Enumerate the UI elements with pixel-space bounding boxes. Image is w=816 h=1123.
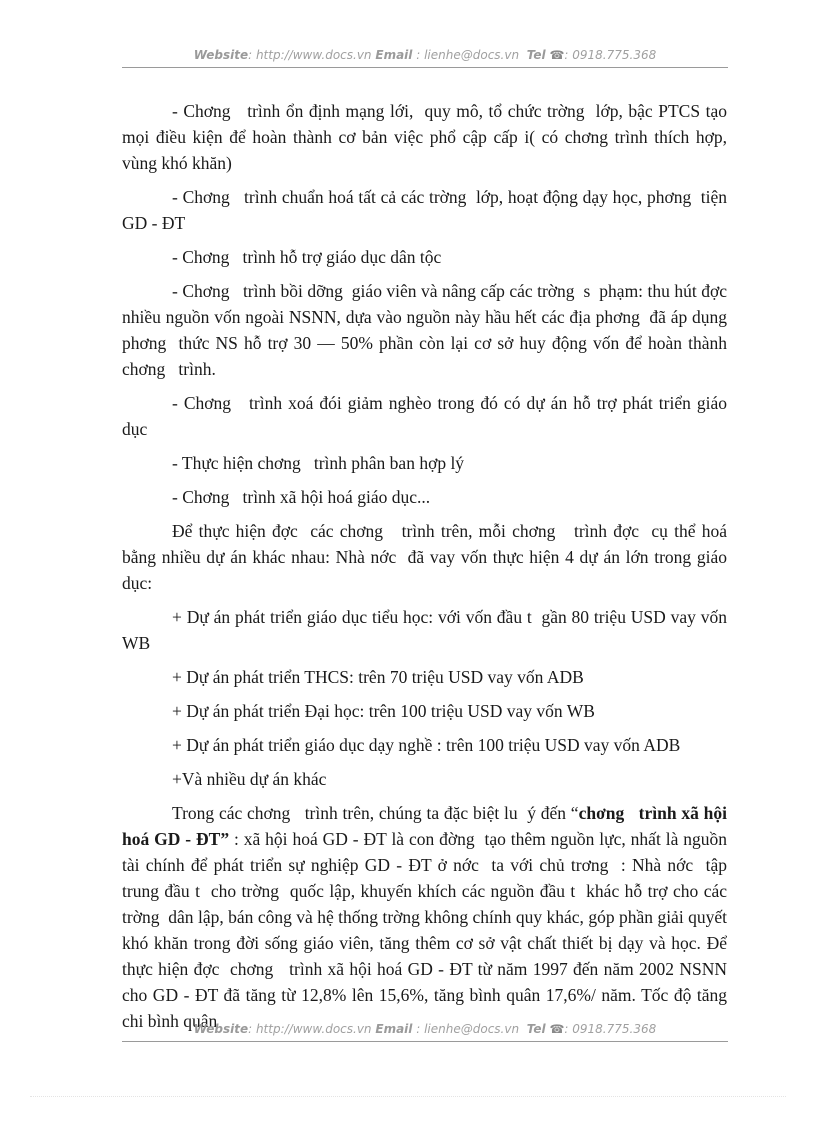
footer-phone-icon: ☎ bbox=[549, 1022, 565, 1036]
paragraph-9: + Dự án phát triển giáo dục tiểu học: với vốn đầu t gần 80 triệu USD vay vốn WB bbox=[122, 607, 732, 653]
paragraph-14-lead: Trong các chơng trình trên, chúng ta đặc biệt lu ý đến “ bbox=[172, 803, 579, 823]
email-label: Email bbox=[375, 48, 413, 62]
paragraph-10: + Dự án phát triển THCS: trên 70 triệu USD vay vốn ADB bbox=[172, 667, 584, 687]
footer-website-url[interactable]: : http://www.docs.vn bbox=[248, 1022, 372, 1036]
website-label: Website bbox=[193, 48, 249, 62]
tel-value: : 0918.775.368 bbox=[564, 48, 657, 62]
footer-website-label: Website bbox=[193, 1022, 249, 1036]
page-header bbox=[122, 48, 728, 62]
paragraph-3: - Chơng trình hỗ trợ giáo dục dân tộc bbox=[172, 247, 442, 267]
footer-tel-label: Tel bbox=[526, 1022, 546, 1036]
paragraph-6: - Thực hiện chơng trình phân ban hợp lý bbox=[172, 453, 465, 473]
paragraph-11: + Dự án phát triển Đại học: trên 100 triệu USD vay vốn WB bbox=[172, 701, 595, 721]
website-url[interactable]: : http://www.docs.vn bbox=[248, 48, 372, 62]
paragraph-14-rest: : xã hội hoá GD - ĐT là con đờng tạo thêm nguồn lực, nhất là nguồn tài chính để phát triển sự nghiệp GD - ĐT ở nớc ta với chủ trơng : Nhà nớc tập trung đầu t cho trờng quốc lập, khuyến khích các nguồn đầu t khác hỗ trợ cho các trờng dân lập, bán công và hệ thống trờng không chính quy khác, góp phần giải quyết khó khăn trong đời sống giáo viên, tăng thêm cơ sở vật chất thiết bị dạy và học. Để thực hiện đợc chơng trình xã hội hoá GD - ĐT từ năm 1997 đến năm 2002 NSNN cho GD - ĐT đã tăng từ 12,8% lên 15,6%, tăng bình quân 17,6%/ năm. Tốc độ tăng chi bình quân bbox=[122, 829, 732, 1031]
tel-label: Tel bbox=[526, 48, 546, 62]
footer-email-value[interactable]: : lienhe@docs.vn bbox=[416, 1022, 520, 1036]
paragraph-5: - Chơng trình xoá đói giảm nghèo trong đó có dự án hỗ trợ phát triển giáo dục bbox=[122, 393, 732, 439]
footer-tel-value: : 0918.775.368 bbox=[564, 1022, 657, 1036]
phone-icon: ☎ bbox=[549, 48, 565, 62]
document-body bbox=[122, 98, 736, 1034]
footer-divider bbox=[122, 1041, 728, 1042]
paragraph-14 bbox=[122, 800, 732, 1034]
page-footer bbox=[122, 1022, 728, 1036]
paragraph-1: - Chơng trình ổn định mạng lới, quy mô, tổ chức trờng lớp, bậc PTCS tạo mọi điều kiện để hoàn thành cơ bản việc phổ cập cấp i( có chơng trình thích hợp, vùng khó khăn) bbox=[122, 101, 732, 173]
footer-email-label: Email bbox=[375, 1022, 413, 1036]
email-value[interactable]: : lienhe@docs.vn bbox=[416, 48, 520, 62]
paragraph-14-emphasis: chơng trình xã hội hoá GD - ĐT” bbox=[122, 803, 732, 849]
paragraph-2: - Chơng trình chuẩn hoá tất cả các trờng lớp, hoạt động dạy học, phơng tiện GD - ĐT bbox=[122, 187, 732, 233]
paragraph-8: Để thực hiện đợc các chơng trình trên, mỗi chơng trình đợc cụ thể hoá bằng nhiều dự án khác nhau: Nhà nớc đã vay vốn thực hiện 4 dự án lớn trong giáo dục: bbox=[122, 521, 732, 593]
paragraph-4: - Chơng trình bồi dỡng giáo viên và nâng cấp các trờng s phạm: thu hút đợc nhiều nguồn vốn ngoài NSNN, dựa vào nguồn này hầu hết các địa phơng đã áp dụng phơng thức NS hỗ trợ 30 — 50% phần còn lại cơ sở huy động vốn để hoàn thành chơng trình. bbox=[122, 281, 736, 379]
header-divider bbox=[122, 67, 728, 68]
page-edge-dotted-line bbox=[30, 1096, 786, 1097]
paragraph-12: + Dự án phát triển giáo dục dạy nghề : trên 100 triệu USD vay vốn ADB bbox=[172, 735, 681, 755]
paragraph-13: +Và nhiều dự án khác bbox=[172, 769, 327, 789]
paragraph-7: - Chơng trình xã hội hoá giáo dục... bbox=[172, 487, 431, 507]
